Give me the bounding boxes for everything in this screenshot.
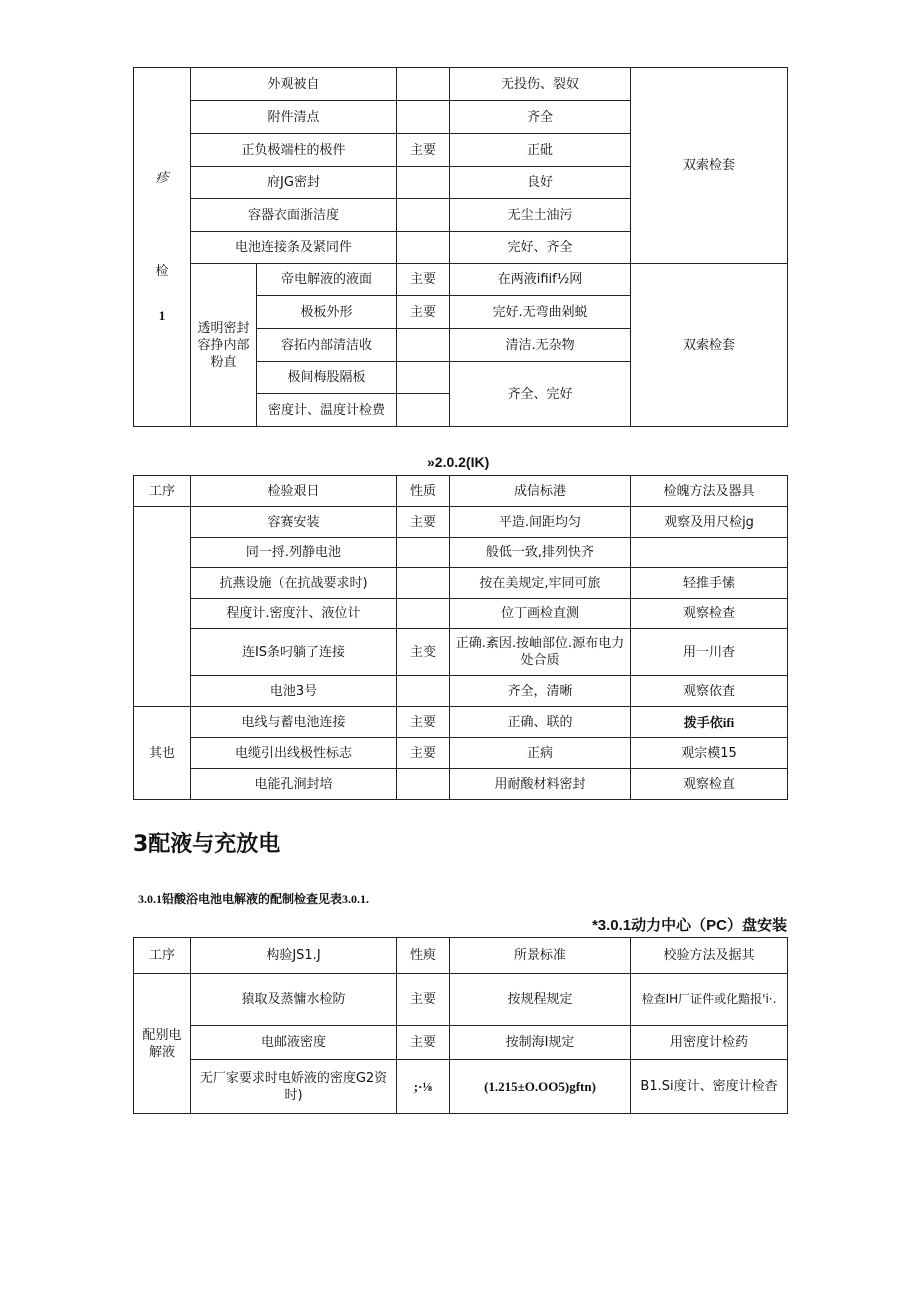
item-cell: 密度计、温度计检费 bbox=[257, 394, 397, 427]
inspection-table-1 bbox=[133, 67, 788, 427]
nature-cell bbox=[397, 362, 450, 394]
standard-cell: 齐全 bbox=[450, 101, 631, 134]
standard-cell: (1.215±O.OO5)gftn) bbox=[450, 1060, 631, 1114]
standard-cell: 按在美规定,牢同可旅 bbox=[450, 568, 631, 599]
section-paragraph: 3.0.1铅酸浴电池电解液的配制检查见表3.0.1. bbox=[138, 892, 370, 906]
item-cell: 程度计.密度汁、液位计 bbox=[191, 599, 397, 629]
nature-cell: 主要 bbox=[397, 134, 450, 167]
standard-cell: 完好、齐全 bbox=[450, 232, 631, 264]
standard-cell: 正病 bbox=[450, 738, 631, 769]
item-cell: 连IS条叼躺了连接 bbox=[191, 629, 397, 676]
method-cell: 观察检直 bbox=[631, 769, 788, 800]
item-cell: 帝电解液的液面 bbox=[257, 264, 397, 296]
method-cell: 双索检套 bbox=[631, 68, 788, 264]
item-cell: 电池连接条及紧同件 bbox=[191, 232, 397, 264]
nature-cell bbox=[397, 769, 450, 800]
nature-cell bbox=[397, 599, 450, 629]
inspection-table-2 bbox=[133, 475, 788, 800]
nature-cell bbox=[397, 232, 450, 264]
process-cell-other: 其也 bbox=[134, 707, 191, 800]
standard-cell: 正砒 bbox=[450, 134, 631, 167]
nature-cell: 主要 bbox=[397, 296, 450, 329]
standard-cell: 无投伤、裂奴 bbox=[450, 68, 631, 101]
item-cell: 抗燕设施（在抗战要求时) bbox=[191, 568, 397, 599]
method-cell: 检查IH厂证件或化黯报'i·. bbox=[631, 974, 788, 1026]
nature-cell: 主要 bbox=[397, 264, 450, 296]
subgroup-cell: 透明密封容挣内部粉直 bbox=[191, 264, 257, 427]
item-cell: 同一捋.列静电池 bbox=[191, 538, 397, 568]
method-cell: 用一川杳 bbox=[631, 629, 788, 676]
method-cell bbox=[631, 538, 788, 568]
nature-cell bbox=[397, 167, 450, 199]
item-cell: 无厂家要求时电娇液的密度G2资时) bbox=[191, 1060, 397, 1114]
standard-cell: 在两液ifiif½网 bbox=[450, 264, 631, 296]
item-cell: 电池3号 bbox=[191, 676, 397, 707]
method-cell: B1.Si度计、密度计检杳 bbox=[631, 1060, 788, 1114]
item-cell: 电邮液密度 bbox=[191, 1026, 397, 1060]
header-method: 检魄方法及器具 bbox=[631, 476, 788, 507]
item-cell: 极板外形 bbox=[257, 296, 397, 329]
standard-cell: 正确.紊因.按岫部位.源布电力处合质 bbox=[450, 629, 631, 676]
nature-cell bbox=[397, 676, 450, 707]
item-cell: 容赛安装 bbox=[191, 507, 397, 538]
header-standard: 所景标准 bbox=[450, 938, 631, 974]
item-cell: 外观被自 bbox=[191, 68, 397, 101]
nature-cell: 主要 bbox=[397, 1026, 450, 1060]
standard-cell: 用耐酸材料密封 bbox=[450, 769, 631, 800]
header-item: 构验JS1.J bbox=[191, 938, 397, 974]
nature-cell: ;·⅛ bbox=[397, 1060, 450, 1114]
item-cell: 极间梅股隔板 bbox=[257, 362, 397, 394]
nature-cell bbox=[397, 568, 450, 599]
header-process: 工序 bbox=[134, 476, 191, 507]
method-cell: 观察检查 bbox=[631, 599, 788, 629]
standard-cell: 完好.无弯曲剁蜕 bbox=[450, 296, 631, 329]
section-heading: 3配液与充放电 bbox=[133, 832, 281, 857]
item-cell: 正负极端柱的极件 bbox=[191, 134, 397, 167]
item-cell: 容拓内部清洁收 bbox=[257, 329, 397, 362]
process-cell bbox=[134, 507, 191, 707]
standard-cell: 正确、联的 bbox=[450, 707, 631, 738]
process-cell: 配别电解液 bbox=[134, 974, 191, 1114]
header-item: 检验艰日 bbox=[191, 476, 397, 507]
item-cell: 附件清点 bbox=[191, 101, 397, 134]
standard-cell: 齐全、完好 bbox=[450, 362, 631, 427]
process-char-3: 1 bbox=[158, 308, 166, 323]
standard-cell: 位丁画检直测 bbox=[450, 599, 631, 629]
process-cell bbox=[134, 68, 191, 427]
table-3-caption: *3.0.1动力中心（PC）盘安装 bbox=[591, 917, 787, 934]
header-standard: 成信标港 bbox=[450, 476, 631, 507]
method-cell: 观察依査 bbox=[631, 676, 788, 707]
method-cell: 观宗模15 bbox=[631, 738, 788, 769]
item-cell: 电线与蓄电池连接 bbox=[191, 707, 397, 738]
nature-cell: 主要 bbox=[397, 707, 450, 738]
standard-cell: 按规程规定 bbox=[450, 974, 631, 1026]
table-2-caption: »2.0.2(IK) bbox=[427, 454, 490, 470]
header-process: 工序 bbox=[134, 938, 191, 974]
inspection-table-3 bbox=[133, 937, 788, 1114]
method-cell: 用密度计检药 bbox=[631, 1026, 788, 1060]
process-char-2: 检 bbox=[155, 264, 169, 279]
nature-cell: 主变 bbox=[397, 629, 450, 676]
item-cell: 电能孔涧封培 bbox=[191, 769, 397, 800]
method-cell: 拨手依ifi bbox=[631, 707, 788, 738]
nature-cell bbox=[397, 199, 450, 232]
standard-cell: 平造.间距均匀 bbox=[450, 507, 631, 538]
header-method: 校验方法及据其 bbox=[631, 938, 788, 974]
standard-cell: 按制海I规定 bbox=[450, 1026, 631, 1060]
header-nature: 性质 bbox=[397, 476, 450, 507]
standard-cell: 无尘土油污 bbox=[450, 199, 631, 232]
method-cell: 轻推手愫 bbox=[631, 568, 788, 599]
nature-cell: 主要 bbox=[397, 974, 450, 1026]
nature-cell: 主要 bbox=[397, 738, 450, 769]
nature-cell bbox=[397, 68, 450, 101]
item-cell: 电缆引出线极性标志 bbox=[191, 738, 397, 769]
item-cell: 猿取及蒸慵水检防 bbox=[191, 974, 397, 1026]
standard-cell: 般低一致,排列快齐 bbox=[450, 538, 631, 568]
item-cell: 容器衣面浙洁度 bbox=[191, 199, 397, 232]
nature-cell: 主要 bbox=[397, 507, 450, 538]
nature-cell bbox=[397, 101, 450, 134]
standard-cell: 齐全，清晰 bbox=[450, 676, 631, 707]
nature-cell bbox=[397, 394, 450, 427]
nature-cell bbox=[397, 329, 450, 362]
standard-cell: 清洁.无杂物 bbox=[450, 329, 631, 362]
item-cell: 府JG密封 bbox=[191, 167, 397, 199]
standard-cell: 良好 bbox=[450, 167, 631, 199]
method-cell: 观察及用尺检jg bbox=[631, 507, 788, 538]
nature-cell bbox=[397, 538, 450, 568]
process-char-1: 疹 bbox=[155, 170, 169, 185]
header-nature: 性庾 bbox=[397, 938, 450, 974]
method-cell: 双索检套 bbox=[631, 264, 788, 427]
